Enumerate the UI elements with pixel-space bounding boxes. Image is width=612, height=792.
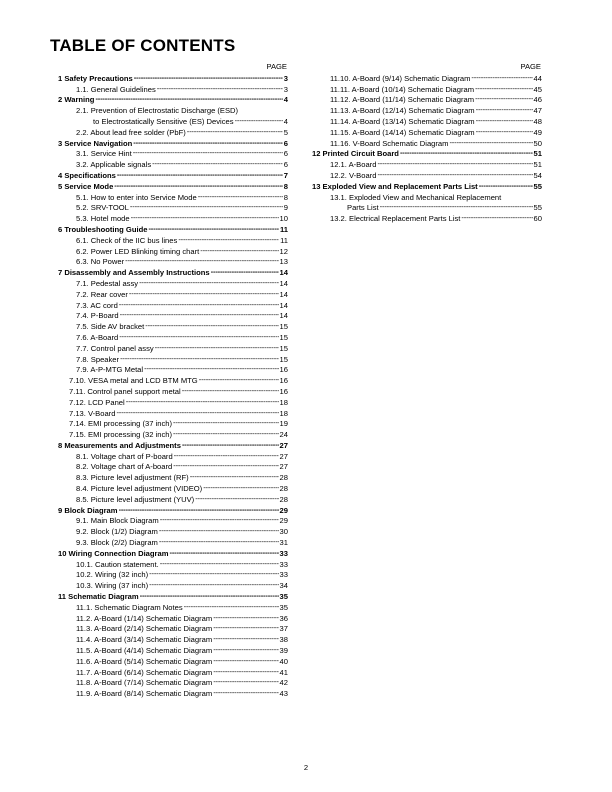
- dot-leader: [211, 267, 279, 276]
- dot-leader: [139, 278, 278, 287]
- toc-entry-page: 14: [279, 300, 288, 310]
- toc-entry-label: 5.1. How to enter into Service Mode: [76, 192, 197, 202]
- toc-entry-label: 7.10. VESA metal and LCD BTM MTG: [69, 376, 198, 386]
- dot-leader: [173, 429, 279, 438]
- dot-leader: [475, 94, 532, 103]
- toc-entry-page: 15: [279, 354, 288, 364]
- toc-entry-page: 16: [279, 365, 288, 375]
- toc-entry-label: 7.8. Speaker: [76, 354, 120, 364]
- toc-entry-label: 8.3. Picture level adjustment (RF): [76, 473, 189, 483]
- toc-left-column: [58, 62, 288, 700]
- toc-entry-page: 29: [279, 505, 288, 515]
- toc-entry-label: 7.1. Pedestal assy: [76, 278, 139, 288]
- dot-leader: [400, 148, 533, 157]
- toc-entry-label: 7.9. A-P-MTG Metal: [76, 365, 144, 375]
- toc-entry-label: 7.11. Control panel support metal: [69, 386, 181, 396]
- toc-entry-label: 7.7. Control panel assy: [76, 343, 154, 353]
- toc-entry-page: 11: [279, 224, 288, 234]
- toc-entry-label: 7.5. Side AV bracket: [76, 322, 145, 332]
- toc-entry-label: 6.2. Power LED Blinking timing chart: [76, 246, 200, 256]
- toc-entry-label: 2.2. About lead free solder (PbF): [76, 127, 186, 137]
- toc-entry-page: 13: [279, 257, 288, 267]
- dot-leader: [134, 73, 283, 82]
- dot-leader: [119, 300, 279, 309]
- dot-leader: [213, 623, 278, 632]
- toc-entry-page: 30: [279, 527, 288, 537]
- dot-leader: [213, 634, 278, 643]
- toc-entry-page: 55: [533, 181, 542, 191]
- dot-leader: [160, 515, 279, 524]
- toc-entry-label: 7.14. EMI processing (37 inch): [69, 419, 172, 429]
- toc-entry-page: 54: [533, 170, 542, 180]
- toc-entry-label: 11.7. A-Board (6/14) Schematic Diagram: [76, 667, 213, 677]
- dot-leader: [476, 105, 533, 114]
- page-column-header: PAGE: [266, 62, 287, 71]
- toc-entry-page: 60: [533, 214, 542, 224]
- dot-leader: [475, 84, 532, 93]
- dot-leader: [117, 170, 283, 179]
- toc-entry-page: 49: [533, 127, 542, 137]
- toc-entry-page: 3: [283, 84, 288, 94]
- toc-entry-label: 11.5. A-Board (4/14) Schematic Diagram: [76, 646, 213, 656]
- toc-entry-page: 39: [279, 646, 288, 656]
- toc-entry-page: 41: [279, 667, 288, 677]
- toc-entry-label: 1 Safety Precautions: [58, 73, 133, 83]
- toc-list: [312, 74, 542, 225]
- dot-leader: [235, 116, 283, 125]
- toc-entry-page: 51: [533, 160, 542, 170]
- toc-entry-page: 15: [279, 343, 288, 353]
- toc-entry-page: 33: [279, 548, 288, 558]
- dot-leader: [159, 526, 279, 535]
- toc-entry-page: 33: [279, 570, 288, 580]
- toc-entry-page: 37: [279, 624, 288, 634]
- dot-leader: [133, 148, 283, 157]
- toc-entry-page: 9: [283, 203, 288, 213]
- dot-leader: [184, 602, 279, 611]
- dot-leader: [199, 375, 279, 384]
- dot-leader: [157, 84, 283, 93]
- toc-entry-page: 28: [279, 484, 288, 494]
- toc-entry-label: 11.15. A-Board (14/14) Schematic Diagram: [330, 127, 475, 137]
- toc-entry-label: 13 Exploded View and Replacement Parts List: [312, 181, 478, 191]
- toc-entry-page: 42: [279, 678, 288, 688]
- dot-leader: [195, 494, 278, 503]
- dot-leader: [140, 591, 279, 600]
- toc-entry-label: 4 Specifications: [58, 170, 116, 180]
- dot-leader: [145, 321, 278, 330]
- toc-entry-label: 8.5. Picture level adjustment (YUV): [76, 494, 195, 504]
- toc-entry-page: 51: [533, 149, 542, 159]
- toc-entry-label: 1.1. General Guidelines: [76, 84, 156, 94]
- page-number: 2: [303, 763, 309, 772]
- toc-entry-page: 36: [279, 613, 288, 623]
- toc-entry-label: 12 Printed Circuit Board: [312, 149, 399, 159]
- dot-leader: [471, 73, 532, 82]
- dot-leader: [213, 677, 278, 686]
- toc-entry-label: 7.15. EMI processing (32 inch): [69, 430, 172, 440]
- toc-entry-label: 13.1. Exploded View and Mechanical Replacement: [330, 192, 502, 202]
- dot-leader: [130, 202, 283, 211]
- toc-entry-label: 12.1. A-Board: [330, 160, 377, 170]
- toc-entry-page: 15: [279, 332, 288, 342]
- toc-entry-label: 8.1. Voltage chart of P-board: [76, 451, 173, 461]
- dot-leader: [148, 224, 279, 233]
- dot-leader: [203, 483, 278, 492]
- page-title: TABLE OF CONTENTS: [50, 36, 236, 55]
- dot-leader: [173, 418, 279, 427]
- dot-leader: [114, 181, 282, 190]
- toc-entry-page: 40: [279, 656, 288, 666]
- dot-leader: [126, 397, 279, 406]
- toc-entry-label: 8.4. Picture level adjustment (VIDEO): [76, 484, 203, 494]
- toc-entry-label: to Electrostatically Sensitive (ES) Devices: [93, 116, 234, 126]
- toc-entry[interactable]: [58, 689, 288, 700]
- toc-entry-page: 35: [279, 592, 288, 602]
- dot-leader: [380, 202, 533, 211]
- toc-entry-label: 11.1. Schematic Diagram Notes: [76, 602, 183, 612]
- toc-entry-label: 9.2. Block (1/2) Diagram: [76, 527, 158, 537]
- toc-entry-label: 7.3. AC cord: [76, 300, 118, 310]
- page-column-header: PAGE: [520, 62, 541, 71]
- toc-entry-label: 11.10. A-Board (9/14) Schematic Diagram: [330, 73, 471, 83]
- dot-leader: [182, 440, 279, 449]
- dot-leader: [120, 354, 278, 363]
- toc-entry-page: 6: [283, 160, 288, 170]
- toc-entry-page: 29: [279, 516, 288, 526]
- dot-leader: [187, 127, 283, 136]
- toc-entry-label: 2 Warning: [58, 95, 95, 105]
- toc-entry-page: 34: [279, 581, 288, 591]
- toc-entry-page: 15: [279, 322, 288, 332]
- dot-leader: [173, 461, 278, 470]
- toc-entry-page: 38: [279, 635, 288, 645]
- dot-leader: [476, 116, 533, 125]
- dot-leader: [190, 472, 279, 481]
- toc-entry-label: 6.3. No Power: [76, 257, 125, 267]
- toc-entry-page: 47: [533, 106, 542, 116]
- toc-entry-label: 11.13. A-Board (12/14) Schematic Diagram: [330, 106, 475, 116]
- toc-entry-page: 14: [279, 311, 288, 321]
- toc-entry-label: 7.2. Rear cover: [76, 289, 128, 299]
- toc-entry-page: 28: [279, 473, 288, 483]
- toc-entry-page: 55: [533, 203, 542, 213]
- toc-entry-label: 3.1. Service Hint: [76, 149, 132, 159]
- toc-entry-label: 10.1. Caution statement.: [76, 559, 159, 569]
- dot-leader: [119, 505, 279, 514]
- toc-entry-label: 5 Service Mode: [58, 181, 114, 191]
- toc-entry-page: 3: [283, 73, 288, 83]
- dot-leader: [178, 235, 279, 244]
- toc-entry-page: 19: [279, 419, 288, 429]
- toc-entry-label: 11.12. A-Board (11/14) Schematic Diagram: [330, 95, 475, 105]
- dot-leader: [149, 569, 278, 578]
- dot-leader: [174, 451, 279, 460]
- dot-leader: [159, 537, 279, 546]
- toc-entry-label: 12.2. V-Board: [330, 170, 377, 180]
- dot-leader: [155, 343, 279, 352]
- dot-leader: [160, 559, 279, 568]
- dot-leader: [152, 159, 283, 168]
- dot-leader: [479, 181, 533, 190]
- toc-entry-page: 10: [279, 214, 288, 224]
- dot-leader: [120, 310, 279, 319]
- dot-leader: [129, 289, 279, 298]
- dot-leader: [213, 688, 278, 697]
- toc-entry-page: 18: [279, 408, 288, 418]
- toc-entry-label: 13.2. Electrical Replacement Parts List: [330, 214, 461, 224]
- dot-leader: [461, 213, 532, 222]
- toc-entry-label: 3.2. Applicable signals: [76, 160, 152, 170]
- toc-entry-label: 9.3. Block (2/2) Diagram: [76, 538, 158, 548]
- dot-leader: [144, 364, 278, 373]
- toc-entry-label: 9 Block Diagram: [58, 505, 118, 515]
- toc-entry-page: 43: [279, 689, 288, 699]
- toc-entry-label: 11.2. A-Board (1/14) Schematic Diagram: [76, 613, 213, 623]
- toc-entry-label: 5.2. SRV-TOOL: [76, 203, 129, 213]
- toc-entry-page: 12: [279, 246, 288, 256]
- toc-entry-label: 7 Disassembly and Assembly Instructions: [58, 268, 210, 278]
- toc-entry-page: 28: [279, 494, 288, 504]
- toc-entry-page: 33: [279, 559, 288, 569]
- toc-entry-page: 16: [279, 376, 288, 386]
- dot-leader: [377, 159, 532, 168]
- toc-entry-label: 7.4. P-Board: [76, 311, 119, 321]
- dot-leader: [116, 408, 278, 417]
- toc-entry-page: 27: [279, 462, 288, 472]
- toc-entry-label: 9.1. Main Block Diagram: [76, 516, 159, 526]
- toc-entry[interactable]: [312, 214, 542, 225]
- dot-leader: [133, 138, 282, 147]
- toc-entry-label: 10.2. Wiring (32 inch): [76, 570, 149, 580]
- toc-entry-label: 11.14. A-Board (13/14) Schematic Diagram: [330, 116, 475, 126]
- dot-leader: [213, 667, 278, 676]
- dot-leader: [198, 192, 283, 201]
- dot-leader: [213, 656, 278, 665]
- toc-entry-label: 11.6. A-Board (5/14) Schematic Diagram: [76, 656, 213, 666]
- toc-entry-page: 35: [279, 602, 288, 612]
- dot-leader: [125, 256, 278, 265]
- toc-entry-label: 8.2. Voltage chart of A-board: [76, 462, 173, 472]
- toc-entry-page: 48: [533, 116, 542, 126]
- toc-entry-label: 5.3. Hotel mode: [76, 214, 130, 224]
- toc-list: [58, 74, 288, 700]
- toc-entry-label: 11.8. A-Board (7/14) Schematic Diagram: [76, 678, 213, 688]
- toc-entry-page: 11: [280, 235, 288, 245]
- toc-entry-page: 4: [283, 116, 288, 126]
- dot-leader: [377, 170, 532, 179]
- dot-leader: [213, 613, 278, 622]
- toc-entry-label: 11.4. A-Board (3/14) Schematic Diagram: [76, 635, 213, 645]
- toc-entry-label: 11 Schematic Diagram: [58, 592, 139, 602]
- toc-entry-page: 6: [283, 138, 288, 148]
- toc-entry-page: 31: [279, 538, 288, 548]
- toc-entry-page: 14: [279, 268, 288, 278]
- dot-leader: [131, 213, 279, 222]
- dot-leader: [476, 127, 533, 136]
- toc-entry-label: 11.3. A-Board (2/14) Schematic Diagram: [76, 624, 213, 634]
- toc-entry-label: 11.9. A-Board (8/14) Schematic Diagram: [76, 689, 213, 699]
- toc-entry-label: 2.1. Prevention of Electrostatic Discharge (ESD): [76, 106, 239, 116]
- toc-entry-page: 5: [283, 127, 288, 137]
- toc-entry-label: 7.12. LCD Panel: [69, 397, 125, 407]
- toc-entry-label: 10.3. Wiring (37 inch): [76, 581, 149, 591]
- toc-entry-label: 7.13. V-Board: [69, 408, 116, 418]
- toc-entry-page: 18: [279, 397, 288, 407]
- toc-right-column: [312, 62, 542, 225]
- dot-leader: [119, 332, 278, 341]
- toc-entry-page: 46: [533, 95, 542, 105]
- dot-leader: [182, 386, 279, 395]
- toc-entry-page: 8: [283, 192, 288, 202]
- toc-entry-label: 7.6. A-Board: [76, 332, 119, 342]
- dot-leader: [95, 94, 282, 103]
- toc-entry-page: 27: [279, 451, 288, 461]
- toc-entry-page: 16: [279, 386, 288, 396]
- toc-entry-page: 6: [283, 149, 288, 159]
- toc-entry-label: 11.16. V-Board Schematic Diagram: [330, 138, 449, 148]
- toc-entry-page: 44: [533, 73, 542, 83]
- toc-entry-page: 24: [279, 430, 288, 440]
- dot-leader: [149, 580, 278, 589]
- dot-leader: [200, 246, 278, 255]
- toc-entry-page: 45: [533, 84, 542, 94]
- toc-entry-label: Parts List: [347, 203, 379, 213]
- toc-entry[interactable]: [58, 95, 288, 106]
- toc-entry-label: 11.11. A-Board (10/14) Schematic Diagram: [330, 84, 475, 94]
- toc-entry-page: 27: [279, 440, 288, 450]
- toc-entry[interactable]: [312, 182, 542, 193]
- toc-entry-label: 8 Measurements and Adjustments: [58, 440, 181, 450]
- toc-entry-label: 10 Wiring Connection Diagram: [58, 548, 169, 558]
- toc-entry-label: 6 Troubleshooting Guide: [58, 224, 148, 234]
- toc-entry-page: 14: [279, 289, 288, 299]
- toc-entry-page: 4: [283, 95, 288, 105]
- toc-entry-page: 7: [283, 170, 288, 180]
- toc-entry-label: 6.1. Check of the IIC bus lines: [76, 235, 178, 245]
- toc-entry-label: 3 Service Navigation: [58, 138, 133, 148]
- toc-entry-page: 8: [283, 181, 288, 191]
- toc-entry-page: 14: [279, 278, 288, 288]
- dot-leader: [169, 548, 278, 557]
- dot-leader: [213, 645, 278, 654]
- dot-leader: [449, 138, 532, 147]
- toc-entry-page: 50: [533, 138, 542, 148]
